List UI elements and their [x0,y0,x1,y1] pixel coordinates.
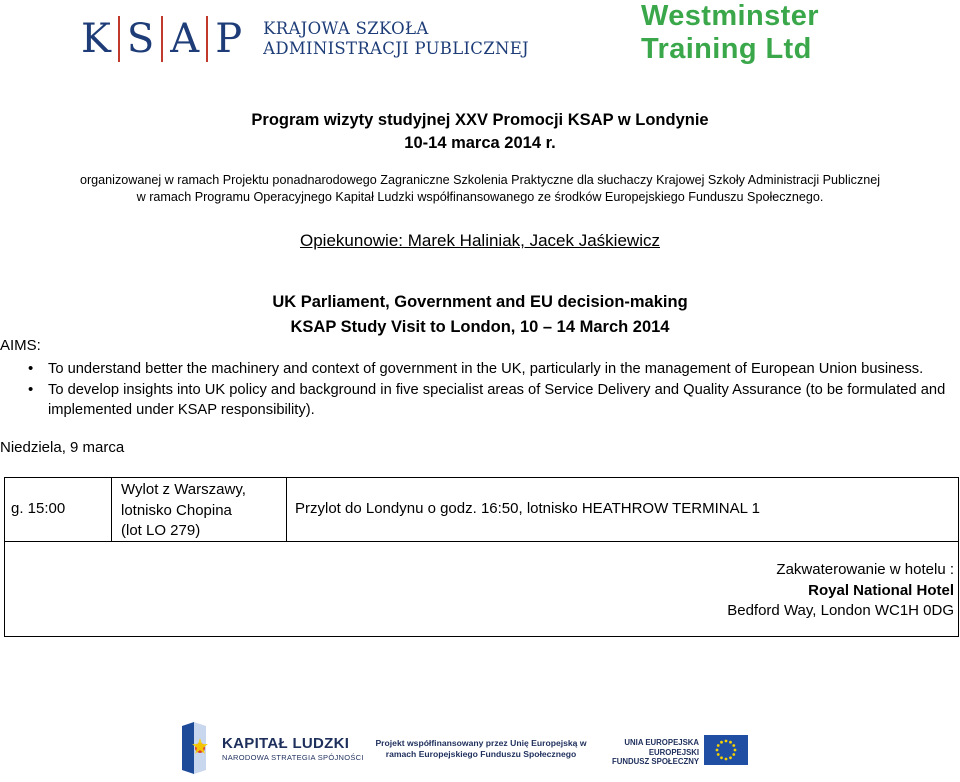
day-heading: Niedziela, 9 marca [0,439,125,456]
eu-line2: EUROPEJSKI [648,747,700,757]
program-dates: 10-14 marca 2014 r. [404,134,556,152]
ksap-letter-p: P [215,16,243,62]
hotel-cell [727,560,954,622]
list-item: • To understand better the machinery and context of government in the UK, particularly in the management of European Union business. [26,359,956,380]
eu-star-icon [725,740,728,743]
kl-subtitle: NARODOWA STRATEGIA SPÓJNOŚCI [222,752,364,762]
eu-fund-label [612,738,699,767]
ksap-letter-k: K [81,16,111,62]
westminster-training-logo [641,0,819,66]
arrival-cell: Przylot do Londynu o godz. 16:50, lotnisko HEATHROW TERMINAL 1 [295,500,760,517]
time-cell: g. 15:00 [11,500,66,517]
ksap-monogram [74,14,249,64]
eu-star-icon [732,744,735,747]
ksap-name-line1: KRAJOWA SZKOŁA [263,19,429,38]
kapital-ludzki-emblem-icon [180,722,214,774]
eu-star-icon [720,741,723,744]
ksap-name [263,19,529,59]
eu-star-icon [720,756,723,759]
kapital-ludzki-logo [180,722,364,774]
visit-subtitle: KSAP Study Visit to London, 10 – 14 March 2014 [290,318,670,336]
column-divider [286,478,287,541]
eu-line1: UNIA EUROPEJSKA [624,738,700,747]
flight-cell [121,480,246,542]
hotel-label: Zakwaterowanie w hotelu : [776,561,954,578]
schedule-table [4,477,959,637]
partner-line2: Training Ltd [641,33,812,65]
table-row [5,478,958,542]
kl-title: KAPITAŁ LUDZKI [222,734,350,752]
eu-star-icon [717,753,720,756]
eu-star-icon [732,753,735,756]
ksap-letter-a: A [170,16,200,62]
aims-list [26,359,956,421]
eu-line3: FUNDUSZ SPOŁECZNY [612,757,700,766]
organization-line2: w ramach Programu Operacyjnego Kapitał Ludzki współfinansowanego ze środków Europejskiego Funduszu Społecznego. [136,190,824,204]
hotel-name: Royal National Hotel [808,581,954,599]
organization-line1: organizowanej w ramach Projektu ponadnarodowego Zagraniczne Szkolenia Praktyczne dla słuchaczy Krajowej Szkoły Administracji Publicznej [79,173,881,187]
column-divider [111,478,112,541]
cofin-line2: ramach Europejskiego Funduszu Społecznego [385,749,577,759]
kapital-ludzki-text [222,735,364,762]
list-item: • To develop insights into UK policy and background in five specialist areas of Service Delivery and Quality Assurance (to be formulated and implemented under KSAP responsibility). [26,380,956,421]
ksap-name-line2: ADMINISTRACJI PUBLICZNEJ [263,39,529,58]
eu-star-icon [729,741,732,744]
eu-star-icon [729,756,732,759]
eu-star-icon [734,749,737,752]
program-title: Program wizyty studyjnej XXV Promocji KSAP w Londynie [251,111,709,129]
cofinancing-note [366,738,596,760]
aims-label: AIMS: [0,337,41,354]
flight-line3: (lot LO 279) [121,522,201,539]
hotel-address: Bedford Way, London WC1H 0DG [727,602,954,619]
carers-line: Opiekunowie: Marek Haliniak, Jacek Jaśkiewicz [300,231,660,250]
partner-line1: Westminster [641,0,819,32]
visit-title: UK Parliament, Government and EU decision-making [272,293,688,311]
ksap-logo [74,14,529,64]
flight-line1: Wylot z Warszawy, [121,481,246,498]
cofin-line1: Projekt współfinansowany przez Unię Europejską w [375,738,587,748]
eu-star-icon [716,749,719,752]
eu-flag-icon [704,735,748,765]
flight-line2: lotnisko Chopina [121,501,232,519]
ksap-letter-s: S [126,16,155,62]
eu-star-icon [717,744,720,747]
eu-star-icon [725,758,728,761]
